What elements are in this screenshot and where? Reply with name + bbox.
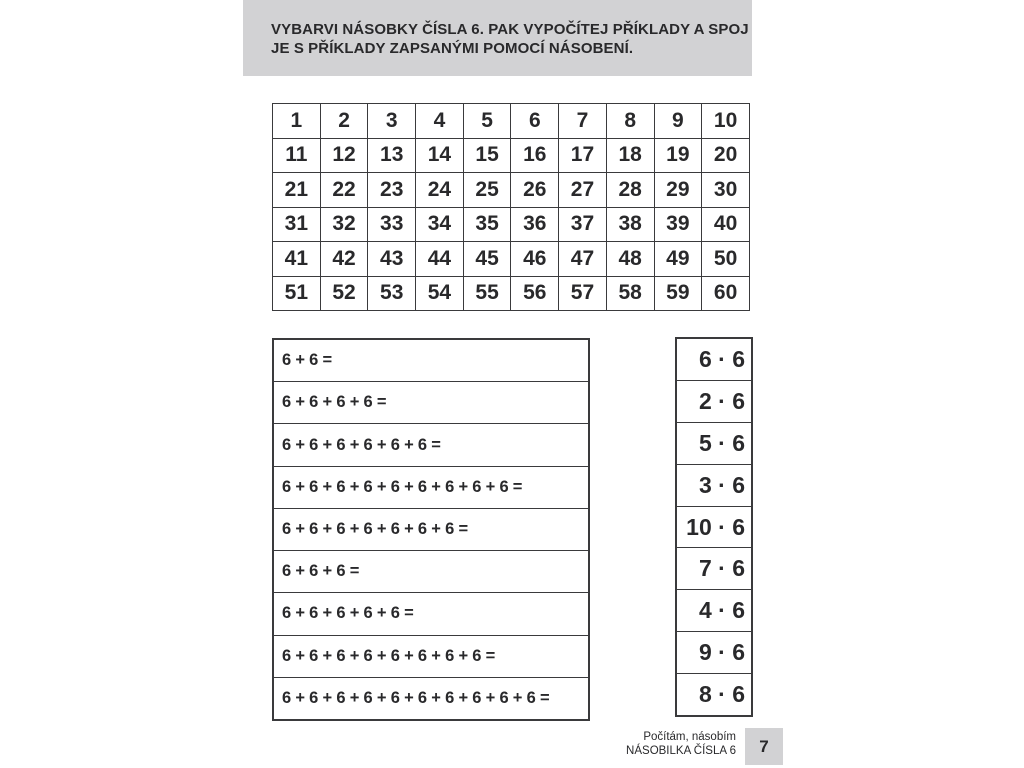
grid-cell: 5 <box>463 104 511 139</box>
grid-cell: 38 <box>606 207 654 242</box>
addition-problems-box <box>272 338 590 721</box>
instruction-banner <box>243 0 752 76</box>
grid-cell: 31 <box>273 207 321 242</box>
grid-cell: 57 <box>559 276 607 311</box>
multiplication-cell: 3 · 6 <box>677 465 751 507</box>
grid-cell: 11 <box>273 138 321 173</box>
grid-row <box>273 138 750 173</box>
multiplication-cell: 4 · 6 <box>677 590 751 632</box>
grid-cell: 9 <box>654 104 702 139</box>
grid-cell: 56 <box>511 276 559 311</box>
grid-cell: 36 <box>511 207 559 242</box>
grid-cell: 28 <box>606 173 654 208</box>
multiplication-box <box>675 337 753 717</box>
grid-cell: 43 <box>368 242 416 277</box>
grid-cell: 17 <box>559 138 607 173</box>
multiplication-cell: 8 · 6 <box>698 681 745 708</box>
grid-cell: 55 <box>463 276 511 311</box>
grid-cell: 50 <box>702 242 750 277</box>
grid-row <box>273 173 750 208</box>
grid-cell: 6 <box>511 104 559 139</box>
multiplication-cell: 6 · 6 <box>677 339 751 381</box>
addition-row: 6 + 6 + 6 + 6 + 6 + 6 + 6 + 6 = <box>274 636 588 678</box>
footer-series-title <box>520 731 736 758</box>
grid-cell: 4 <box>416 104 464 139</box>
addition-row: 6 + 6 + 6 + 6 = <box>274 382 588 424</box>
grid-cell: 42 <box>320 242 368 277</box>
grid-row <box>273 242 750 277</box>
grid-cell: 39 <box>654 207 702 242</box>
addition-row: 6 + 6 + 6 + 6 + 6 + 6 = <box>274 424 588 466</box>
grid-cell: 26 <box>511 173 559 208</box>
addition-row: 6 + 6 + 6 + 6 + 6 + 6 + 6 + 6 + 6 + 6 = <box>282 688 550 707</box>
addition-row: 6 + 6 + 6 + 6 + 6 = <box>274 593 588 635</box>
grid-cell: 29 <box>654 173 702 208</box>
grid-cell: 8 <box>606 104 654 139</box>
grid-cell: 44 <box>416 242 464 277</box>
grid-cell: 7 <box>559 104 607 139</box>
grid-cell: 52 <box>320 276 368 311</box>
grid-cell: 21 <box>273 173 321 208</box>
grid-cell: 27 <box>559 173 607 208</box>
grid-cell: 46 <box>511 242 559 277</box>
grid-cell: 14 <box>416 138 464 173</box>
grid-row <box>273 276 750 311</box>
grid-cell: 22 <box>320 173 368 208</box>
grid-cell: 58 <box>606 276 654 311</box>
grid-cell: 34 <box>416 207 464 242</box>
multiplication-cell: 9 · 6 <box>677 632 751 674</box>
grid-cell: 3 <box>368 104 416 139</box>
grid-cell: 13 <box>368 138 416 173</box>
grid-cell: 41 <box>273 242 321 277</box>
multiplication-cell: 5 · 6 <box>677 423 751 465</box>
grid-cell: 15 <box>463 138 511 173</box>
grid-cell: 20 <box>702 138 750 173</box>
addition-row: 6 + 6 = <box>274 340 588 382</box>
grid-cell: 54 <box>416 276 464 311</box>
addition-row: 6 + 6 + 6 + 6 + 6 + 6 + 6 + 6 + 6 = <box>274 467 588 509</box>
grid-cell: 24 <box>416 173 464 208</box>
grid-cell: 18 <box>606 138 654 173</box>
grid-cell: 37 <box>559 207 607 242</box>
grid-cell: 33 <box>368 207 416 242</box>
grid-cell: 59 <box>654 276 702 311</box>
addition-row: 6 + 6 + 6 = <box>274 551 588 593</box>
grid-cell: 25 <box>463 173 511 208</box>
grid-cell: 30 <box>702 173 750 208</box>
addition-row: 6 + 6 + 6 + 6 + 6 + 6 + 6 = <box>274 509 588 551</box>
number-grid <box>272 103 750 311</box>
grid-cell: 49 <box>654 242 702 277</box>
grid-cell: 53 <box>368 276 416 311</box>
footer-series-line-1: Počítám, násobím <box>643 731 736 743</box>
grid-row <box>273 104 750 139</box>
multiplication-cell: 10 · 6 <box>677 507 751 549</box>
grid-cell: 1 <box>273 104 321 139</box>
grid-cell: 35 <box>463 207 511 242</box>
grid-cell: 60 <box>702 276 750 311</box>
grid-cell: 45 <box>463 242 511 277</box>
grid-cell: 48 <box>606 242 654 277</box>
multiplication-cell: 7 · 6 <box>677 548 751 590</box>
grid-cell: 12 <box>320 138 368 173</box>
grid-cell: 23 <box>368 173 416 208</box>
number-grid-body <box>273 104 750 311</box>
grid-cell: 10 <box>702 104 750 139</box>
grid-cell: 16 <box>511 138 559 173</box>
grid-cell: 51 <box>273 276 321 311</box>
grid-row <box>273 207 750 242</box>
page-number-badge: 7 <box>745 728 783 765</box>
instruction-line-1: VYBARVI NÁSOBKY ČÍSLA 6. PAK VYPOČÍTEJ PŘÍKLADY A SPOJ <box>271 21 749 38</box>
grid-cell: 47 <box>559 242 607 277</box>
grid-cell: 32 <box>320 207 368 242</box>
grid-cell: 19 <box>654 138 702 173</box>
instruction-line-2: JE S PŘÍKLADY ZAPSANÝMI POMOCÍ NÁSOBENÍ. <box>271 40 634 57</box>
grid-cell: 40 <box>702 207 750 242</box>
grid-cell: 2 <box>320 104 368 139</box>
footer-series-line-2: NÁSOBILKA ČÍSLA 6 <box>626 744 736 757</box>
multiplication-cell: 2 · 6 <box>677 381 751 423</box>
